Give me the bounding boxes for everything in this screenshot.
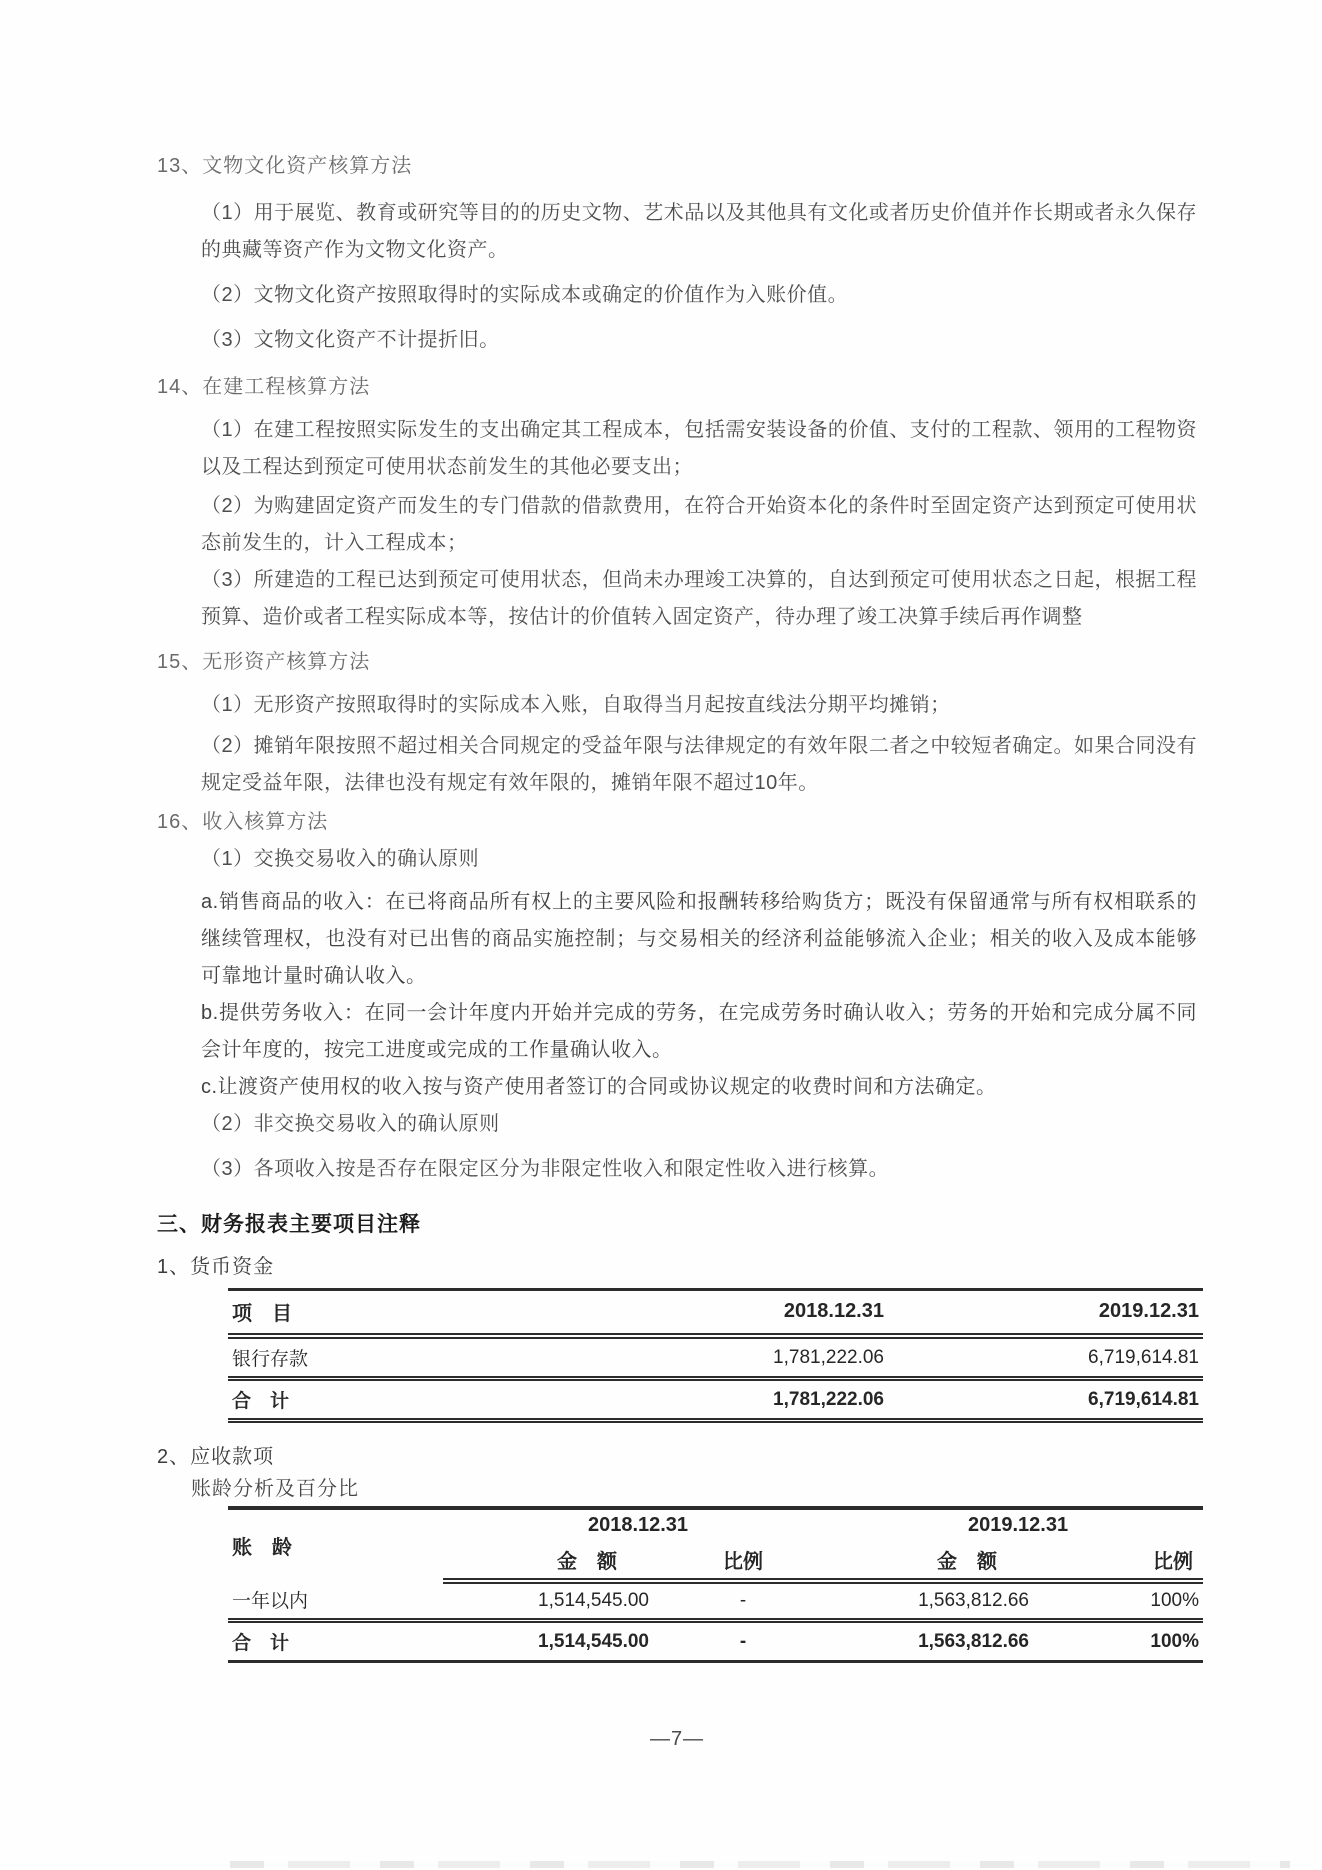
amount-2019-header: 金 额 — [833, 1541, 1033, 1581]
cash-table — [228, 1288, 1203, 1423]
cash-total-label: 合 计 — [228, 1379, 608, 1421]
table-row — [228, 1581, 1203, 1621]
receivables-aging-table — [228, 1506, 1203, 1663]
section-16-para-b: b.提供劳务收入：在同一会计年度内开始并完成的劳务，在完成劳务时确认收入；劳务的开始和完成分属不同会计年度的，按完工进度或完成的工作量确认收入。 — [201, 1002, 1197, 1061]
aging-row-amount-2018: 1,514,545.00 — [443, 1581, 653, 1621]
aging-total-label: 合 计 — [228, 1621, 443, 1662]
section-14-para-1: （1）在建工程按照实际发生的支出确定其工程成本，包括需安装设备的价值、支付的工程款、领用的工程物资以及工程达到预定可使用状态前发生的其他必要支出； — [201, 419, 1197, 478]
ratio-2018-header: 比例 — [653, 1541, 833, 1581]
receivables-subtitle: 账龄分析及百分比 — [191, 1478, 359, 1500]
cash-total-2019-value: 6,719,614.81 — [888, 1379, 1203, 1421]
section-16-para-a: a.销售商品的收入：在已将商品所有权上的主要风险和报酬转移给购货方；既没有保留通常与所有权相联系的继续管理权，也没有对已出售的商品实施控制；与交易相关的经济利益能够流入企业；相关的收入及成本能够可靠地计量时确认收入。 — [201, 891, 1197, 987]
aging-header: 账 龄 — [232, 1537, 292, 1559]
section-13-para-2: （2）文物文化资产按照取得时的实际成本或确定的价值作为入账价值。 — [201, 284, 849, 306]
section-13-para-1: （1）用于展览、教育或研究等目的的历史文物、艺术品以及其他具有文化或者历史价值并作长期或者永久保存的典藏等资产作为文物文化资产。 — [201, 202, 1197, 261]
cash-header-2018: 2018.12.31 — [608, 1290, 888, 1337]
section-16-heading: 16、收入核算方法 — [157, 811, 329, 833]
document-page — [157, 148, 1200, 1663]
cash-total-2018-value: 1,781,222.06 — [608, 1379, 888, 1421]
period-2019-header: 2019.12.31 — [967, 1514, 1069, 1536]
section-15-heading: 15、无形资产核算方法 — [157, 651, 371, 673]
section-14-para-3: （3）所建造的工程已达到预定可使用状态，但尚未办理竣工决算的，自达到预定可使用状态之日起，根据工程预算、造价或者工程实际成本等，按估计的价值转入固定资产，待办理了竣工决算手续后再作调整 — [201, 569, 1197, 628]
amount-2018-header: 金 额 — [443, 1541, 653, 1581]
section-14-para-2: （2）为购建固定资产而发生的专门借款的借款费用，在符合开始资本化的条件时至固定资产达到预定可使用状态前发生的，计入工程成本； — [201, 495, 1197, 554]
cash-row-label: 银行存款 — [228, 1336, 608, 1379]
section-16-para-3: （3）各项收入按是否存在限定区分为非限定性收入和限定性收入进行核算。 — [201, 1158, 890, 1180]
ratio-2019-header: 比例 — [1033, 1541, 1203, 1581]
aging-total-amount-2019: 1,563,812.66 — [833, 1621, 1033, 1662]
section-14-heading: 14、在建工程核算方法 — [157, 376, 371, 398]
aging-period-header-row — [228, 1508, 1203, 1541]
aging-total-ratio-2019: 100% — [1033, 1621, 1203, 1662]
scan-edge-artifact — [230, 1861, 1290, 1868]
page-number: —7— — [649, 1728, 705, 1750]
cash-table-header-row — [228, 1290, 1203, 1337]
cash-table-title: 1、货币资金 — [157, 1256, 275, 1278]
section-13-heading: 13、文物文化资产核算方法 — [157, 155, 413, 177]
table-total-row — [228, 1621, 1203, 1662]
aging-row-ratio-2018: - — [653, 1581, 833, 1621]
cash-header-item: 项 目 — [228, 1290, 608, 1337]
section-16-para-1: （1）交换交易收入的确认原则 — [201, 848, 480, 870]
notes-section-heading: 三、财务报表主要项目注释 — [157, 1213, 421, 1236]
aging-total-amount-2018: 1,514,545.00 — [443, 1621, 653, 1662]
aging-row-label: 一年以内 — [228, 1581, 443, 1621]
aging-total-ratio-2018: - — [653, 1621, 833, 1662]
section-15-para-2: （2）摊销年限按照不超过相关合同规定的受益年限与法律规定的有效年限二者之中较短者确定。如果合同没有规定受益年限，法律也没有规定有效年限的，摊销年限不超过10年。 — [201, 735, 1197, 794]
cash-header-2019: 2019.12.31 — [888, 1290, 1203, 1337]
table-row — [228, 1336, 1203, 1379]
section-13-para-3: （3）文物文化资产不计提折旧。 — [201, 329, 500, 351]
table-total-row — [228, 1379, 1203, 1421]
section-16-para-2: （2）非交换交易收入的确认原则 — [201, 1113, 500, 1135]
aging-row-ratio-2019: 100% — [1033, 1581, 1203, 1621]
section-16-para-c: c.让渡资产使用权的收入按与资产使用者签订的合同或协议规定的收费时间和方法确定。 — [201, 1076, 997, 1098]
section-15-para-1: （1）无形资产按照取得时的实际成本入账，自取得当月起按直线法分期平均摊销； — [201, 694, 951, 716]
cash-row-2019-value: 6,719,614.81 — [888, 1336, 1203, 1379]
period-2018-header: 2018.12.31 — [587, 1514, 689, 1536]
cash-row-2018-value: 1,781,222.06 — [608, 1336, 888, 1379]
aging-row-amount-2019: 1,563,812.66 — [833, 1581, 1033, 1621]
receivables-title: 2、应收款项 — [157, 1446, 275, 1468]
